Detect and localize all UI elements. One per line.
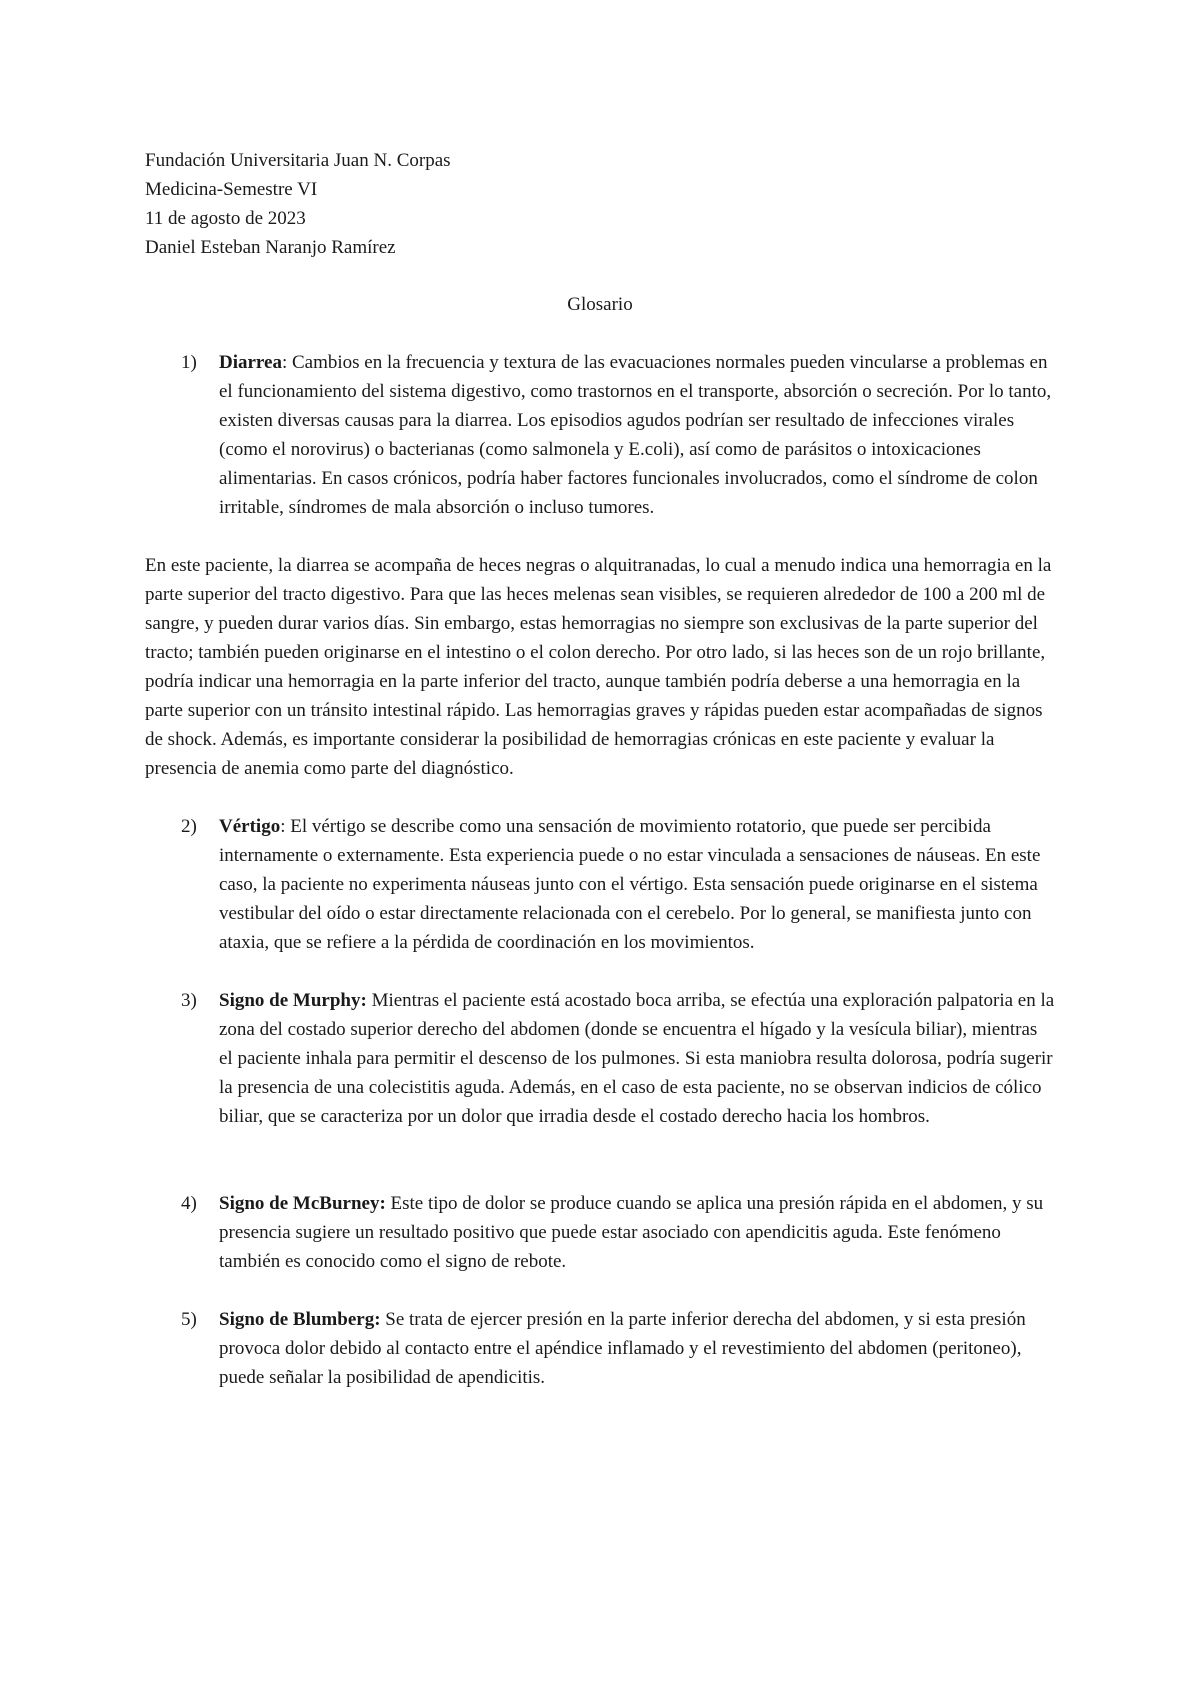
item-text: Cambios en la frecuencia y textura de las evacuaciones normales pueden vincularse a problemas en el funcionamiento del sistema digestivo, como trastornos en el transporte, absorción o secreción. Por lo tanto, existen diversas causas para la diarrea. Los episodios agudos podrían ser resultado de infecciones virales (como el norovirus) o bacterianas (como salmonela y E.coli), así como de parásitos o intoxicaciones alimentarias. En casos crónicos, podría haber factores funcionales involucrados, como el síndrome de colon irritable, síndromes de mala absorción o incluso tumores. <box>219 352 1052 518</box>
item-number: 3) <box>181 990 197 1011</box>
header-date: 11 de agosto de 2023 <box>145 208 306 229</box>
item-term: Signo de Murphy: <box>219 990 367 1011</box>
item-text: Se trata de ejercer presión en la parte inferior derecha del abdomen, y si esta presión provoca dolor debido al contacto entre el apéndice inflamado y el revestimiento del abdomen (peritoneo), puede señalar la posibilidad de apendicitis. <box>219 1309 1026 1388</box>
item-separator: : <box>281 352 288 373</box>
item-number: 5) <box>181 1309 197 1330</box>
item-term: Signo de McBurney: <box>219 1193 386 1214</box>
item-term: Vértigo <box>219 816 281 837</box>
document-title: Glosario <box>567 294 633 315</box>
glossary-item-diarrea <box>145 348 1055 522</box>
header-program: Medicina-Semestre VI <box>145 179 318 200</box>
item-text: Mientras el paciente está acostado boca arriba, se efectúa una exploración palpatoria en la zona del costado superior derecho del abdomen (donde se encuentra el hígado y la vesícula biliar), mientras el paciente inhala para permitir el descenso de los pulmones. Si esta maniobra resulta dolorosa, podría sugerir la presencia de una colecistitis aguda. Además, en el caso de esta paciente, no se observan indicios de cólico biliar, que se caracteriza por un dolor que irradia desde el costado derecho hacia los hombros. <box>219 990 1055 1127</box>
item-separator: : <box>280 816 286 837</box>
glossary-item-mcburney <box>145 1189 1055 1276</box>
body-paragraph: En este paciente, la diarrea se acompaña de heces negras o alquitranadas, lo cual a menudo indica una hemorragia en la parte superior del tracto digestivo. Para que las heces melenas sean visibles, se requieren alrededor de 100 a 200 ml de sangre, y pueden durar varios días. Sin embargo, estas hemorragias no siempre son exclusivas de la parte superior del tracto; también pueden originarse en el intestino o el colon derecho. Por otro lado, si las heces son de un rojo brillante, podría indicar una hemorragia en la parte inferior del tracto, aunque también podría deberse a una hemorragia en la parte superior con un tránsito intestinal rápido. Las hemorragias graves y rápidas pueden estar acompañadas de signos de shock. Además, es importante considerar la posibilidad de hemorragias crónicas en este paciente y evaluar la presencia de anemia como parte del diagnóstico. <box>145 555 1052 779</box>
item-number: 1) <box>181 352 197 373</box>
item-term: Signo de Blumberg: <box>219 1309 381 1330</box>
item-text: Este tipo de dolor se produce cuando se aplica una presión rápida en el abdomen, y su presencia sugiere un resultado positivo que puede estar asociado con apendicitis aguda. Este fenómeno también es conocido como el signo de rebote. <box>219 1193 1044 1272</box>
item-text: El vértigo se describe como una sensación de movimiento rotatorio, que puede ser percibida internamente o externamente. Esta experiencia puede o no estar vinculada a sensaciones de náuseas. En este caso, la paciente no experimenta náuseas junto con el vértigo. Esta sensación puede originarse en el sistema vestibular del oído o estar directamente relacionada con el cerebelo. Por lo general, se manifiesta junto con ataxia, que se refiere a la pérdida de coordinación en los movimientos. <box>219 816 1041 953</box>
item-number: 2) <box>181 816 197 837</box>
header-institution: Fundación Universitaria Juan N. Corpas <box>145 150 451 171</box>
glossary-item-blumberg <box>145 1305 1055 1392</box>
header-author: Daniel Esteban Naranjo Ramírez <box>145 237 396 258</box>
item-number: 4) <box>181 1193 197 1214</box>
glossary-item-murphy <box>145 986 1055 1131</box>
glossary-item-vertigo <box>145 812 1055 957</box>
item-term: Diarrea <box>219 352 282 373</box>
document-page <box>145 146 1055 1392</box>
